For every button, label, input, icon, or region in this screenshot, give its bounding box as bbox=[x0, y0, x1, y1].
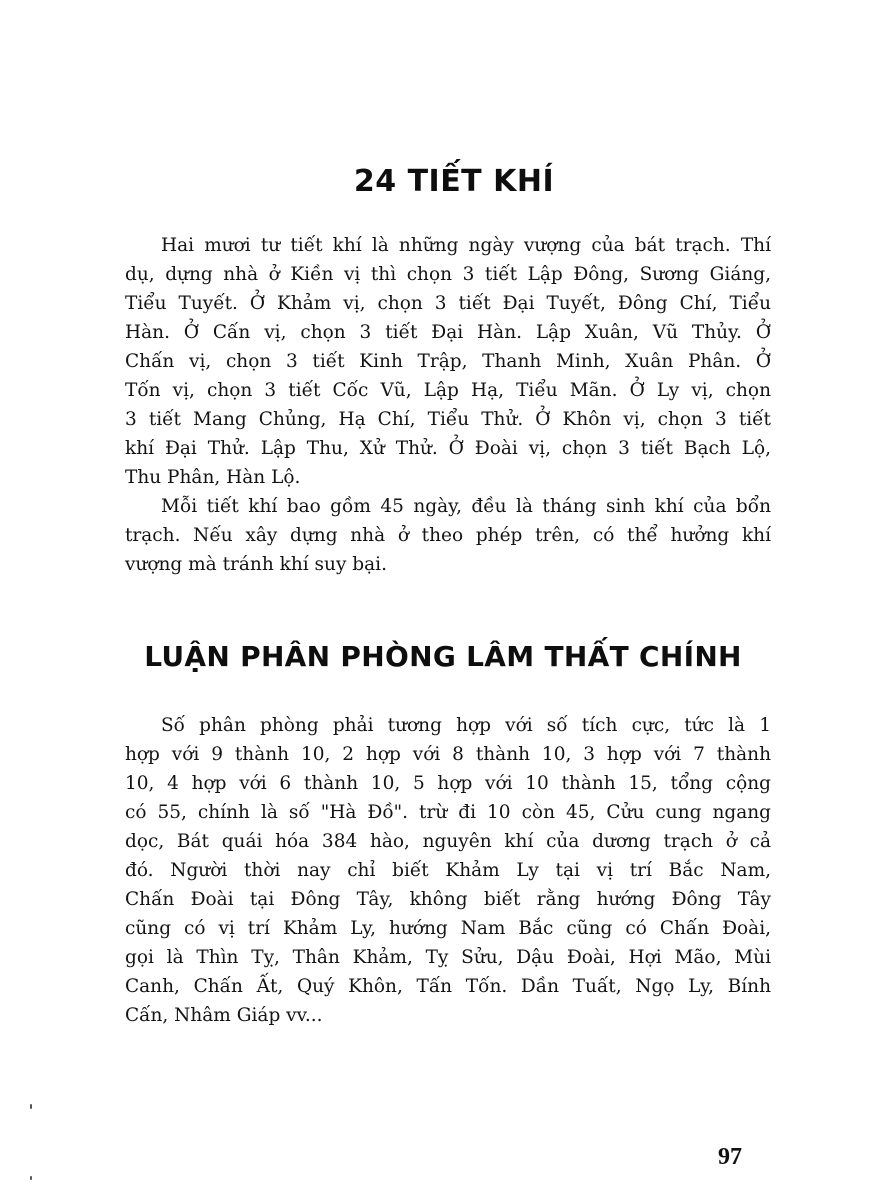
text-line: Chấn vị, chọn 3 tiết Kinh Trập, Thanh Minh, Xuân Phân. Ở bbox=[125, 351, 771, 372]
text-line: Hàn. Ở Cấn vị, chọn 3 tiết Đại Hàn. Lập Xuân, Vũ Thủy. Ở bbox=[125, 322, 771, 343]
text-line: dụ, dựng nhà ở Kiền vị thì chọn 3 tiết Lập Đông, Sương Giáng, bbox=[125, 264, 771, 285]
text-line: Tốn vị, chọn 3 tiết Cốc Vũ, Lập Hạ, Tiểu Mãn. Ở Ly vị, chọn bbox=[125, 380, 771, 401]
scan-speck bbox=[30, 1176, 32, 1180]
text-line: dọc, Bát quái hóa 384 hào, nguyên khí của dương trạch ở cả bbox=[125, 831, 771, 852]
text-line: Cấn, Nhâm Giáp vv... bbox=[125, 1005, 323, 1026]
text-line: có 55, chính là số "Hà Đồ". trừ đi 10 còn 45, Cửu cung ngang bbox=[125, 802, 771, 823]
text-line: Canh, Chấn Ất, Quý Khôn, Tấn Tốn. Dần Tuất, Ngọ Ly, Bính bbox=[125, 976, 771, 997]
text-line: Hai mươi tư tiết khí là những ngày vượng của bát trạch. Thí bbox=[161, 235, 771, 256]
text-line: đó. Người thời nay chỉ biết Khảm Ly tại vị trí Bắc Nam, bbox=[125, 860, 771, 881]
text-line: hợp với 9 thành 10, 2 hợp với 8 thành 10, 3 hợp với 7 thành bbox=[125, 744, 771, 765]
paragraph-2 bbox=[125, 492, 771, 579]
text-line: vượng mà tránh khí suy bại. bbox=[125, 554, 387, 575]
paragraph-3 bbox=[125, 711, 771, 1030]
section-title-luan-phan-phong: LUẬN PHÂN PHÒNG LÂM THẤT CHÍNH bbox=[144, 640, 742, 673]
text-line: 10, 4 hợp với 6 thành 10, 5 hợp với 10 thành 15, tổng cộng bbox=[125, 773, 771, 794]
paragraph-1 bbox=[125, 231, 771, 492]
text-line: gọi là Thìn Tỵ, Thân Khảm, Tỵ Sửu, Dậu Đoài, Hợi Mão, Mùi bbox=[125, 947, 771, 968]
text-line: Số phân phòng phải tương hợp với số tích cực, tức là 1 bbox=[161, 715, 771, 736]
text-line: cũng có vị trí Khảm Ly, hướng Nam Bắc cũng có Chấn Đoài, bbox=[125, 918, 771, 939]
section-title-24-tiet-khi: 24 TIẾT KHÍ bbox=[353, 164, 555, 199]
text-line: Tiểu Tuyết. Ở Khảm vị, chọn 3 tiết Đại Tuyết, Đông Chí, Tiểu bbox=[125, 293, 771, 314]
text-line: trạch. Nếu xây dựng nhà ở theo phép trên, có thể hưởng khí bbox=[125, 525, 771, 546]
scan-speck bbox=[30, 1104, 32, 1109]
text-line: 3 tiết Mang Chủng, Hạ Chí, Tiểu Thử. Ở Khôn vị, chọn 3 tiết bbox=[125, 409, 771, 430]
text-line: Chấn Đoài tại Đông Tây, không biết rằng hướng Đông Tây bbox=[125, 889, 771, 910]
text-line: Thu Phân, Hàn Lộ. bbox=[125, 467, 301, 488]
page-number: 97 bbox=[718, 1144, 742, 1170]
text-line: Mỗi tiết khí bao gồm 45 ngày, đều là tháng sinh khí của bổn bbox=[161, 496, 771, 517]
text-line: khí Đại Thử. Lập Thu, Xử Thử. Ở Đoài vị, chọn 3 tiết Bạch Lộ, bbox=[125, 438, 771, 459]
